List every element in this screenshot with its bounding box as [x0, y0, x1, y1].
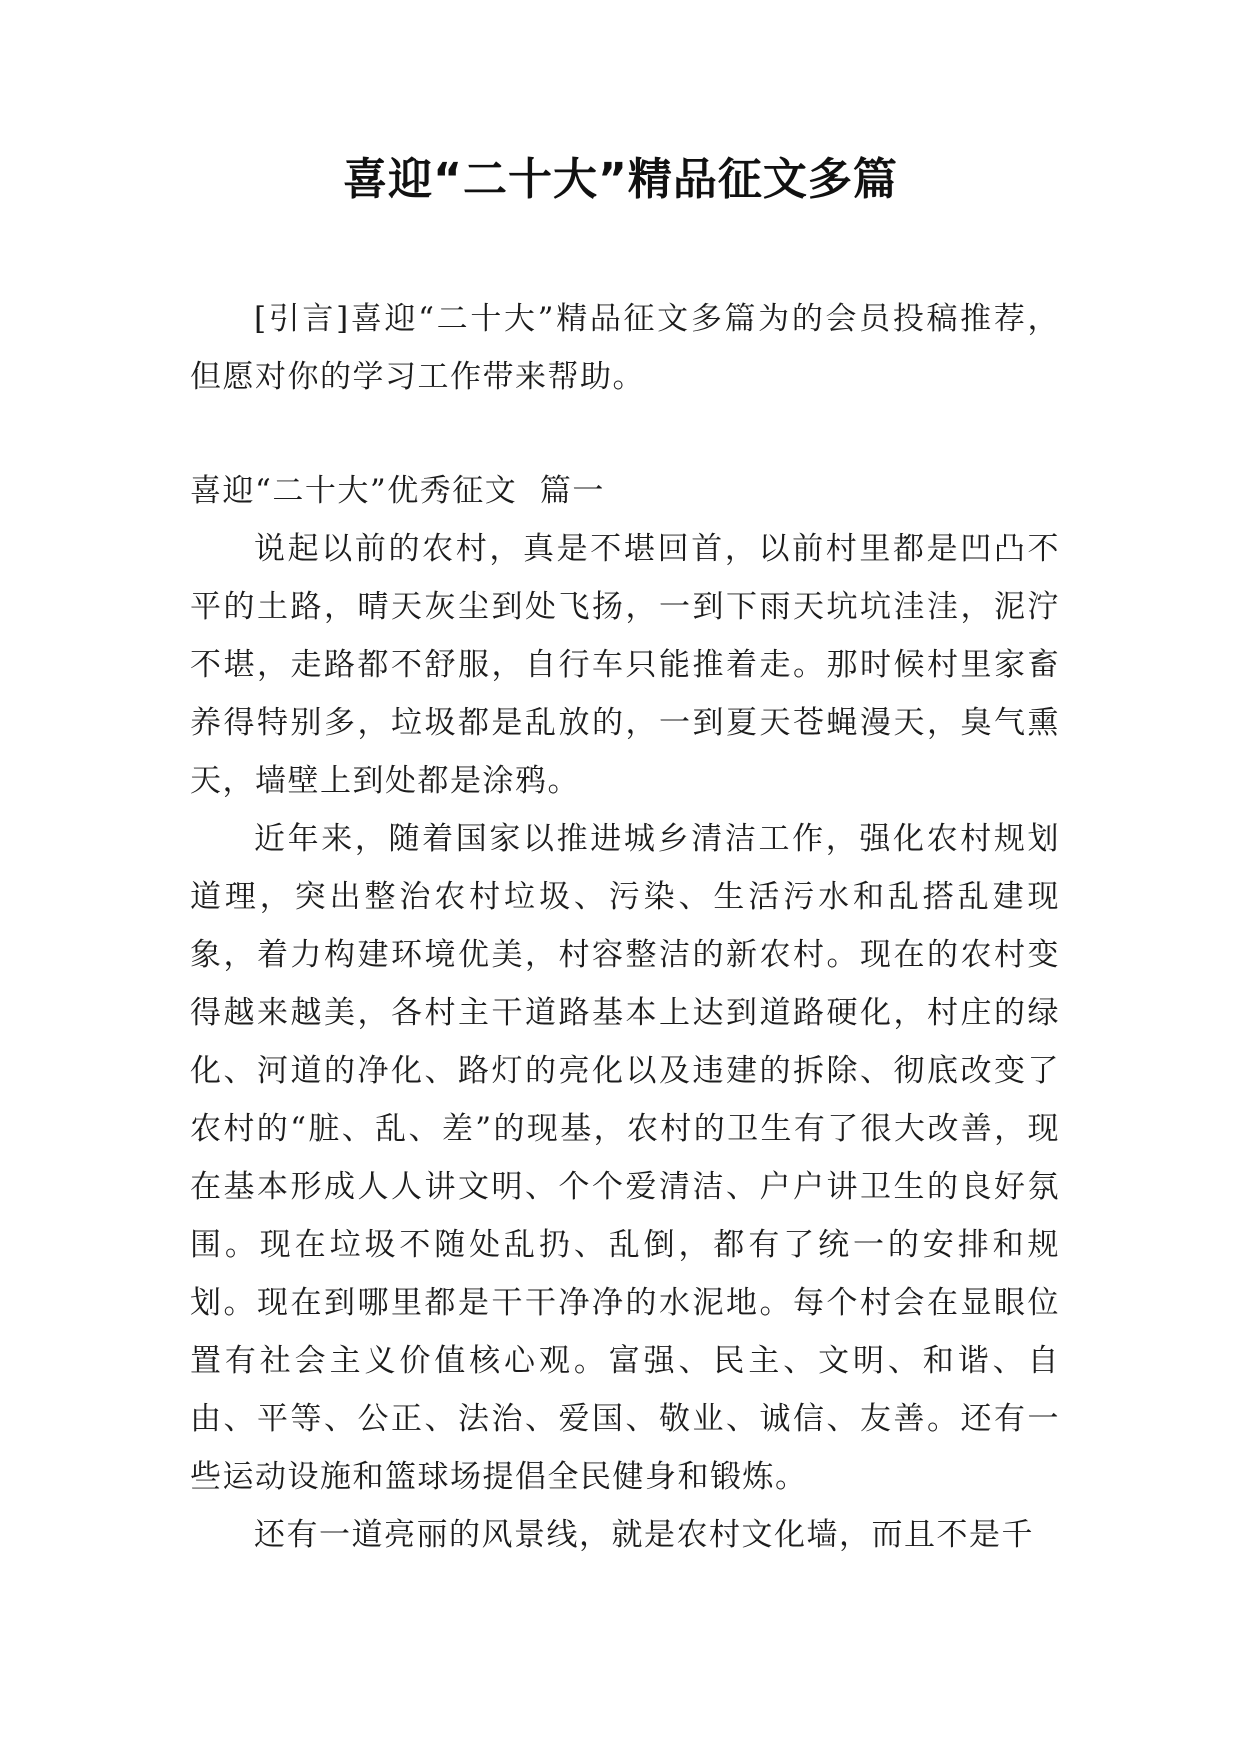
body-paragraph: 还有一道亮丽的风景线，就是农村文化墙，而且不是千	[254, 1517, 1034, 1553]
section-heading: 喜迎“二十大”优秀征文 篇一	[190, 473, 605, 509]
document-title: 喜迎“二十大”精品征文多篇	[343, 154, 898, 205]
intro-paragraph: [引言]喜迎“二十大”精品征文多篇为的会员投稿推荐，但愿对你的学习工作带来帮助。	[190, 301, 1060, 395]
body-paragraphs	[190, 520, 1060, 1564]
body-paragraph: 说起以前的农村，真是不堪回首，以前村里都是凹凸不平的土路，晴天灰尘到处飞扬，一到下雨天坑坑洼洼，泥泞不堪，走路都不舒服，自行车只能推着走。那时候村里家畜养得特别多，垃圾都是乱放的，一到夏天苍蝇漫天，臭气熏天，墙壁上到处都是涂鸦。	[190, 531, 1060, 799]
body-paragraph: 近年来，随着国家以推进城乡清洁工作，强化农村规划道理，突出整治农村垃圾、污染、生活污水和乱搭乱建现象，着力构建环境优美，村容整洁的新农村。现在的农村变得越来越美，各村主干道路基本上达到道路硬化，村庄的绿化、河道的净化、路灯的亮化以及违建的拆除、彻底改变了农村的“脏、乱、差”的现基，农村的卫生有了很大改善，现在基本形成人人讲文明、个个爱清洁、户户讲卫生的良好氛围。现在垃圾不随处乱扔、乱倒，都有了统一的安排和规划。现在到哪里都是干干净净的水泥地。每个村会在显眼位置有社会主义价值核心观。富强、民主、文明、和谐、自由、平等、公正、法治、爱国、敬业、诚信、友善。还有一些运动设施和篮球场提倡全民健身和锻炼。	[190, 821, 1060, 1495]
